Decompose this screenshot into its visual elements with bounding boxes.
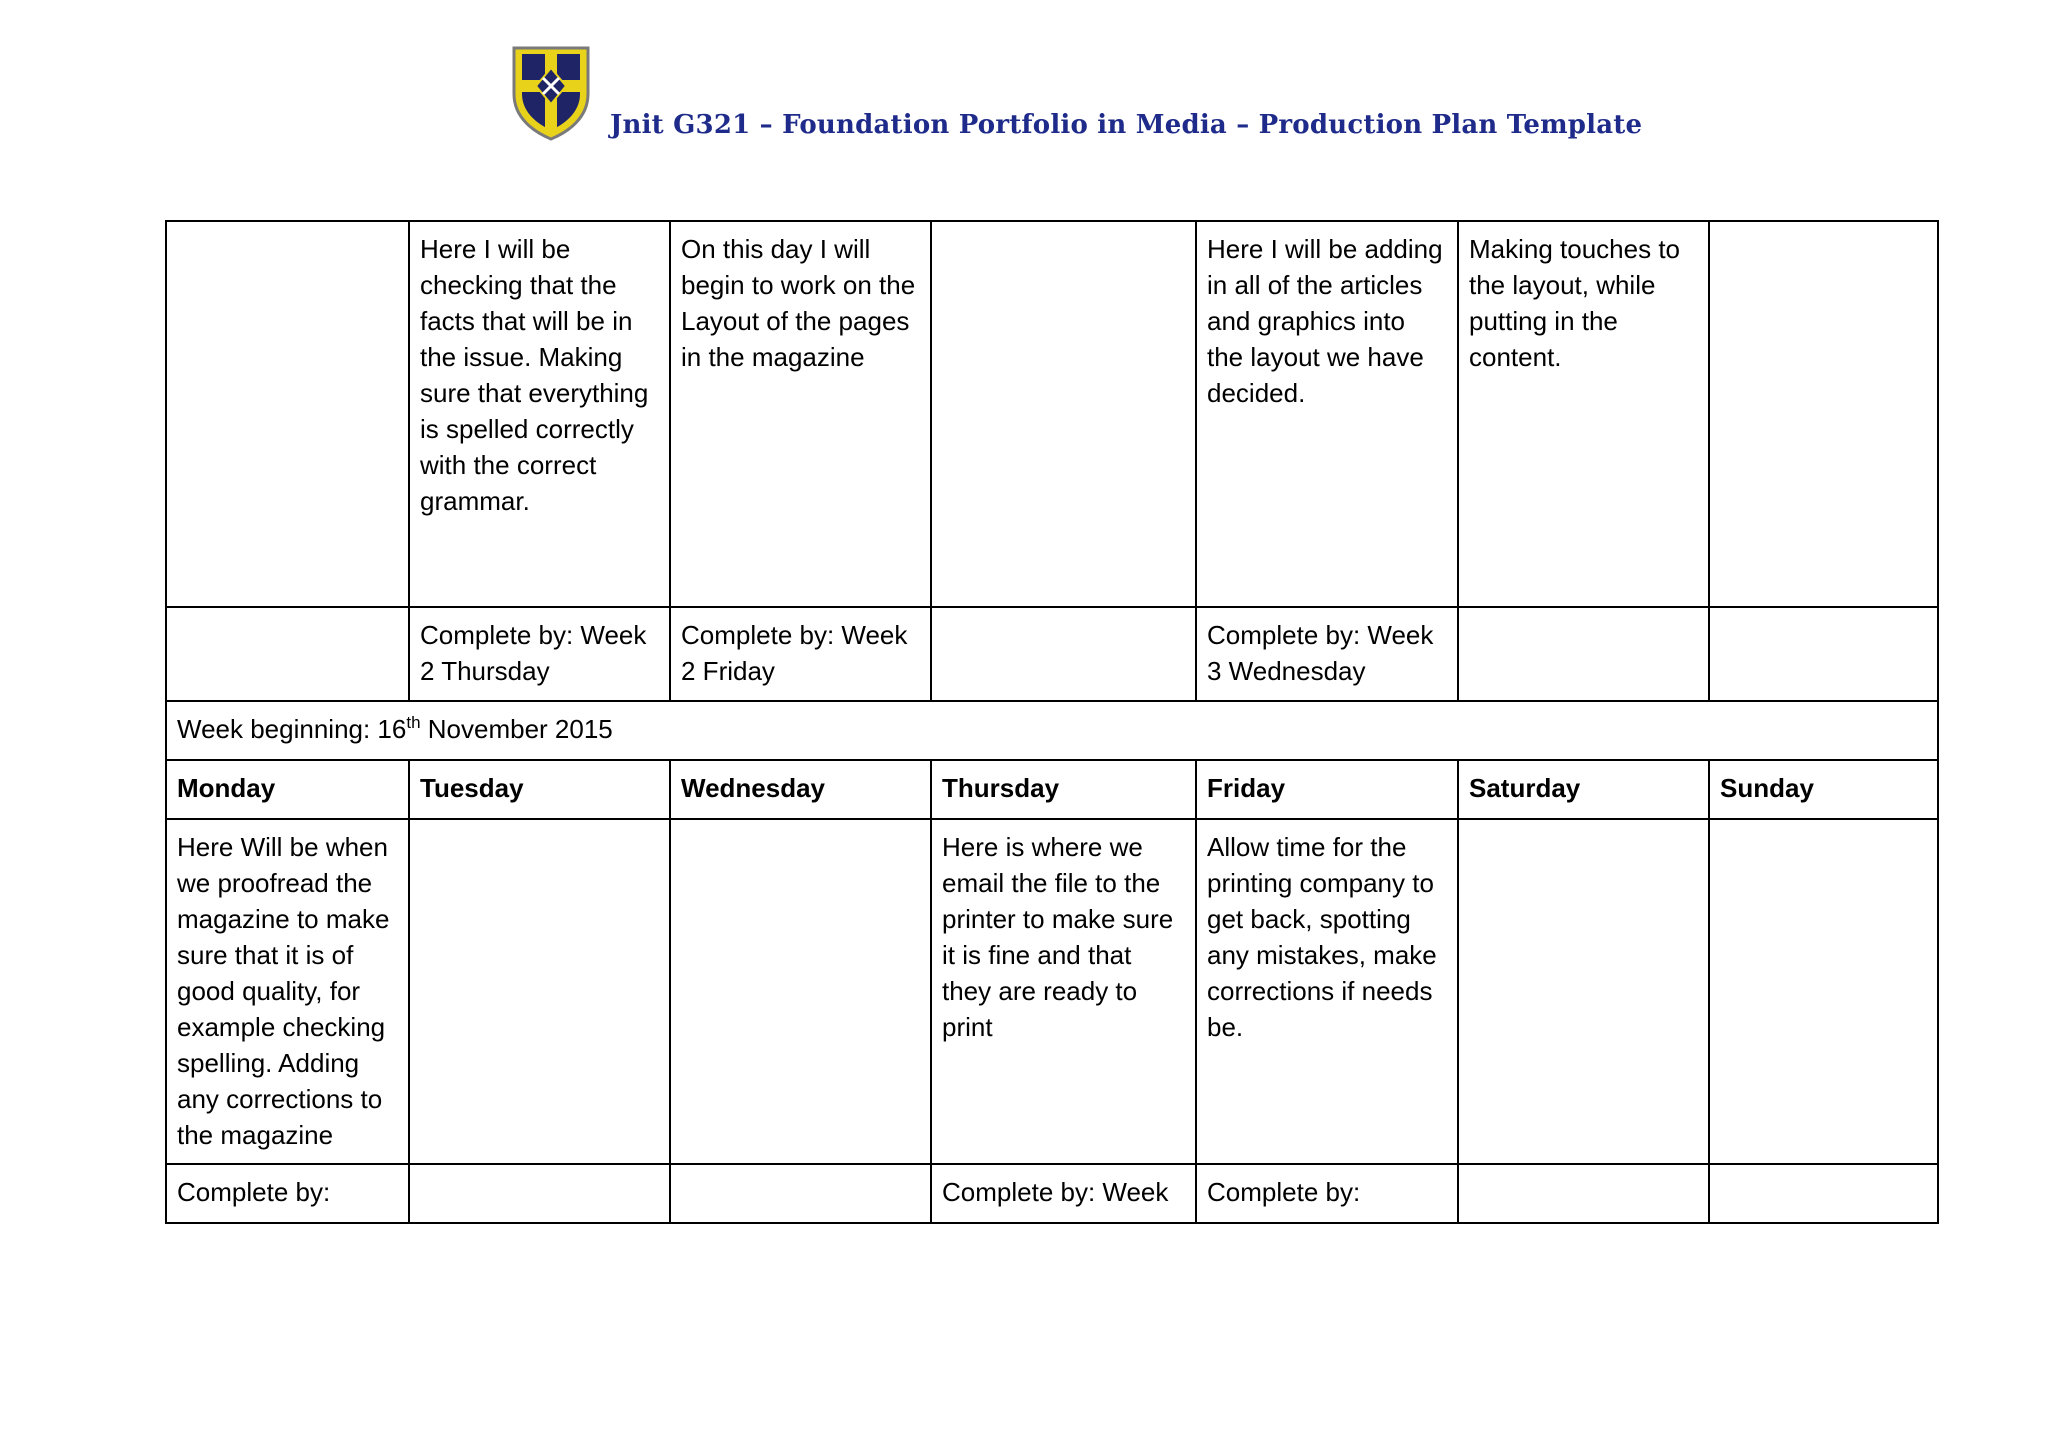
week1-complete-wednesday[interactable]: Complete by: Week 2 Friday — [670, 607, 931, 701]
week-beginning-ordinal: th — [406, 713, 421, 732]
week2-tasks-row — [166, 819, 1938, 1164]
day-header-thursday: Thursday — [931, 760, 1196, 819]
week1-complete-sunday[interactable] — [1709, 607, 1938, 701]
day-header-friday: Friday — [1196, 760, 1458, 819]
week2-complete-by-row — [166, 1164, 1938, 1223]
document-title: Jnit G321 – Foundation Portfolio in Media – Production Plan Template — [610, 110, 1643, 140]
week1-task-sunday[interactable] — [1709, 221, 1938, 607]
week1-task-wednesday[interactable]: On this day I will begin to work on the Layout of the pages in the magazine — [670, 221, 931, 607]
week2-complete-saturday[interactable] — [1458, 1164, 1709, 1223]
week2-task-friday[interactable]: Allow time for the printing company to get back, spotting any mistakes, make corrections if needs be. — [1196, 819, 1458, 1164]
day-header-monday: Monday — [166, 760, 409, 819]
production-plan-table — [165, 220, 1939, 1224]
week1-task-saturday[interactable]: Making touches to the layout, while putting in the content. — [1458, 221, 1709, 607]
week2-task-saturday[interactable] — [1458, 819, 1709, 1164]
week2-task-sunday[interactable] — [1709, 819, 1938, 1164]
week1-complete-tuesday[interactable]: Complete by: Week 2 Thursday — [409, 607, 670, 701]
week2-complete-wednesday[interactable] — [670, 1164, 931, 1223]
week-beginning-date: November 2015 — [420, 714, 613, 744]
week2-task-monday[interactable]: Here Will be when we proofread the magazine to make sure that it is of good quality, for example checking spelling. Adding any corrections to the magazine — [166, 819, 409, 1164]
week1-complete-saturday[interactable] — [1458, 607, 1709, 701]
week-beginning-cell[interactable] — [166, 701, 1938, 760]
week2-complete-sunday[interactable] — [1709, 1164, 1938, 1223]
week1-task-friday[interactable]: Here I will be adding in all of the articles and graphics into the layout we have decided. — [1196, 221, 1458, 607]
week1-task-tuesday[interactable]: Here I will be checking that the facts that will be in the issue. Making sure that everything is spelled correctly with the correct grammar. — [409, 221, 670, 607]
day-header-saturday: Saturday — [1458, 760, 1709, 819]
week2-complete-tuesday[interactable] — [409, 1164, 670, 1223]
week1-task-monday[interactable] — [166, 221, 409, 607]
week2-task-thursday[interactable]: Here is where we email the file to the printer to make sure it is fine and that they are ready to print — [931, 819, 1196, 1164]
day-header-tuesday: Tuesday — [409, 760, 670, 819]
week1-complete-friday[interactable]: Complete by: Week 3 Wednesday — [1196, 607, 1458, 701]
week1-task-thursday[interactable] — [931, 221, 1196, 607]
day-header-sunday: Sunday — [1709, 760, 1938, 819]
week1-complete-thursday[interactable] — [931, 607, 1196, 701]
week1-complete-by-row — [166, 607, 1938, 701]
week1-tasks-row — [166, 221, 1938, 607]
week1-complete-monday[interactable] — [166, 607, 409, 701]
school-crest-icon — [508, 42, 594, 142]
week2-task-tuesday[interactable] — [409, 819, 670, 1164]
day-header-wednesday: Wednesday — [670, 760, 931, 819]
week-beginning-row — [166, 701, 1938, 760]
week2-complete-friday[interactable]: Complete by: — [1196, 1164, 1458, 1223]
week2-complete-thursday[interactable]: Complete by: Week — [931, 1164, 1196, 1223]
week2-complete-monday[interactable]: Complete by: — [166, 1164, 409, 1223]
day-header-row — [166, 760, 1938, 819]
week2-task-wednesday[interactable] — [670, 819, 931, 1164]
week-beginning-label: Week beginning: 16 — [177, 714, 407, 744]
